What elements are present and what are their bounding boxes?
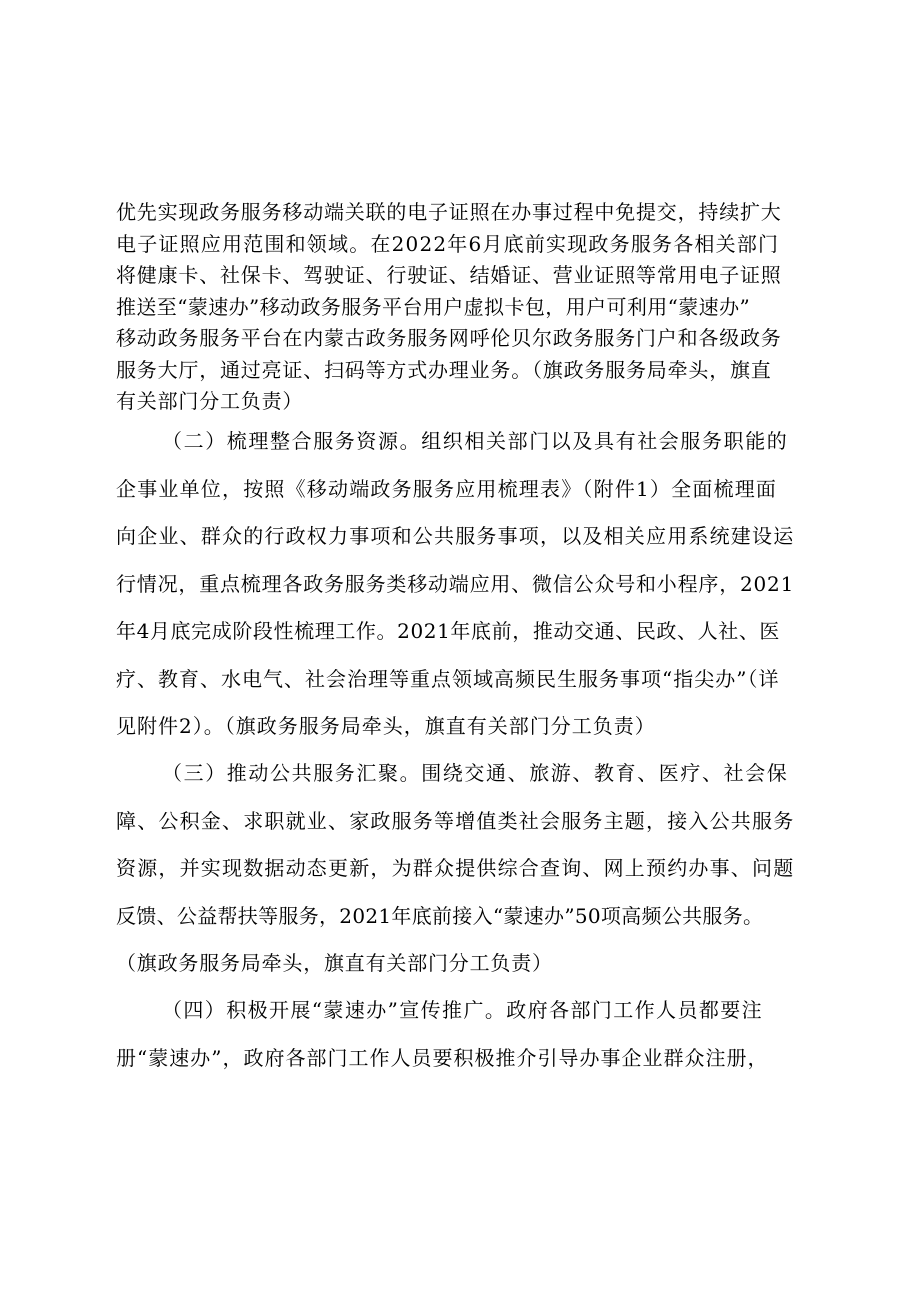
text-line: 资源，并实现数据动态更新，为群众提供综合查询、网上预约办事、问题 (116, 856, 795, 880)
section-heading-line: （二）梳理整合服务资源。组织相关部门以及具有社会服务职能的 (162, 429, 789, 453)
text-line: 疗、教育、水电气、社会治理等重点领域高频民生服务事项“指尖办”（详 (116, 666, 780, 691)
text-line: 见附件2）。（旗政务服务局牵头，旗直有关部门分工负责） (116, 714, 656, 738)
text-line: 有关部门分工负责） (116, 389, 304, 413)
text-line: 行情况，重点梳理各政务服务类移动端应用、微信公众号和小程序，2021 (116, 571, 795, 596)
text-line: 电子证照应用范围和领域。在2022年6月底前实现政务服务各相关部门 (116, 231, 780, 256)
section-heading-line: （四）积极开展“蒙速办”宣传推广。政府各部门工作人员都要注 (162, 998, 764, 1022)
paragraph-section-4 (116, 987, 816, 1082)
text-line: 年4月底完成阶段性梳理工作。2021年底前，推动交通、民政、人社、医 (116, 619, 781, 643)
text-line: （旗政务服务局牵头，旗直有关部门分工负责） (116, 951, 553, 975)
section-heading-line: （三）推动公共服务汇聚。围绕交通、旅游、教育、医疗、社会保 (162, 761, 789, 785)
text-line: 移动政务服务平台在内蒙古政务服务网呼伦贝尔政务服务门户和各级政务 (116, 326, 782, 350)
text-line: 反馈、公益帮扶等服务，2021年底前接入“蒙速办”50项高频公共服务。 (116, 903, 764, 928)
text-line: 册“蒙速办”，政府各部门工作人员要积极推介引导办事企业群众注册， (116, 1045, 769, 1070)
paragraph-section-3 (116, 750, 816, 988)
text-line: 向企业、群众的行政权力事项和公共服务事项，以及相关应用系统建设运 (116, 524, 795, 548)
text-line: 推送至“蒙速办”移动政务服务平台用户虚拟卡包，用户可利用“蒙速办” (116, 294, 751, 319)
text-line: 优先实现政务服务移动端关联的电子证照在办事过程中免提交，持续扩大 (116, 200, 782, 224)
text-line: 障、公积金、求职就业、家政服务等增值类社会服务主题，接入公共服务 (116, 808, 795, 833)
paragraph-section-2 (116, 418, 816, 751)
text-line: 将健康卡、社保卡、驾驶证、行驶证、结婚证、营业证照等常用电子证照 (116, 263, 782, 287)
text-line: 服务大厅，通过亮证、扫码等方式办理业务。（旗政务服务局牵头，旗直 (116, 357, 772, 382)
text-line: 企事业单位，按照《移动端政务服务应用梳理表》（附件1）全面梳理面 (116, 476, 778, 501)
paragraph-e-certificates (116, 197, 816, 418)
